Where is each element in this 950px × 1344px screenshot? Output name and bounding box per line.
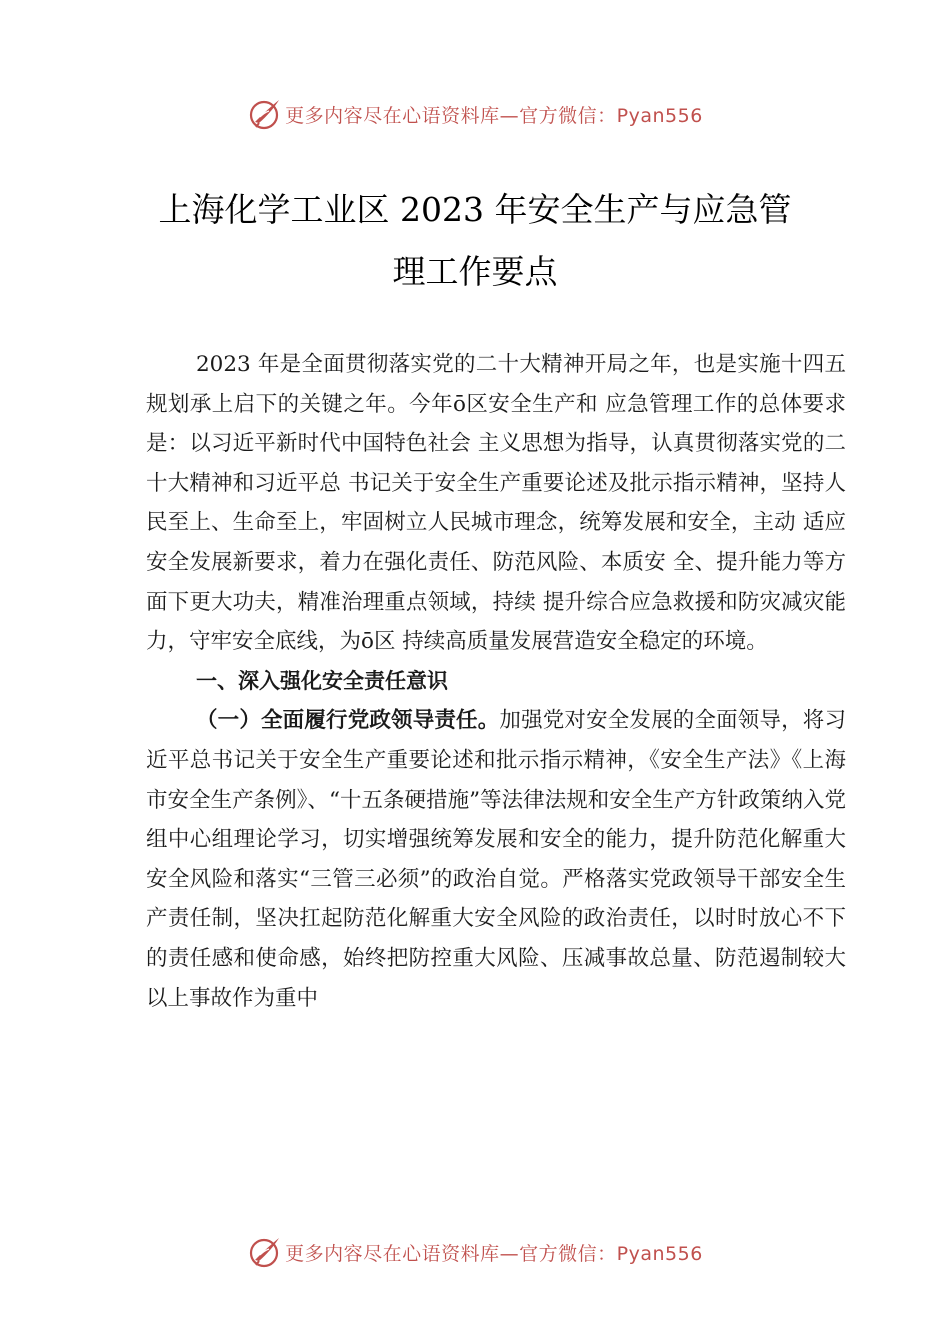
document-title-line-2: 理工作要点 bbox=[392, 252, 558, 291]
quill-logo-icon bbox=[247, 1234, 283, 1270]
intro-paragraph: 2023 年是全面贯彻落实党的二十大精神开局之年，也是实施十四五规划承上启下的关键之年。今年ō区安全生产和 应急管理工作的总体要求是：以习近平新时代中国特色社会 主义思想为指导，认真贯彻落实党的二十大精神和习近平总 书记关于安全生产重要论述及批示指示精神，坚持人民至上、生命至上，牢固树立人民城市理念，统筹发展和安全，主动 适应安全发展新要求，着力在强化责任、防范风险、本质安 全、提升能力等方面下更大功夫，精准治理重点领域，持续 提升综合应急救援和防灾减灾能力，守牢安全底线，为ō区 持续高质量发展营造安全稳定的环境。 bbox=[146, 352, 846, 655]
watermark-text: 更多内容尽在心语资料库—官方微信：Pyan556 bbox=[285, 104, 703, 127]
subsection-body: 加强党对安全发展的全面领导，将习近平总书记关于安全生产重要论述和批示指示精神，《安全生产法》《上海市安全生产条例》、“十五条硬措施”等法律法规和安全生产方针政策纳入党组中心组理论学习，切实增强统筹发展和安全的能力，提升防范化解重大安全风险和落实“三管三必须”的政治自觉。严格落实党政领导干部安全生产责任制，坚决扛起防范化解重大安全风险的政治责任，以时时放心不下的责任感和使命感，始终把防控重大风险、压减事故总量、防范遏制较大以上事故作为重中 bbox=[146, 708, 846, 1011]
subsection-paragraph bbox=[146, 701, 846, 1018]
section-heading: 一、深入强化安全责任意识 bbox=[196, 668, 448, 693]
subsection-heading: （一）全面履行党政领导责任。 bbox=[196, 708, 500, 734]
watermark-text: 更多内容尽在心语资料库—官方微信：Pyan556 bbox=[285, 1242, 703, 1265]
document-body bbox=[146, 345, 846, 1018]
document-title-line-1: 上海化学工业区 2023 年安全生产与应急管 bbox=[158, 190, 792, 229]
quill-logo-icon bbox=[247, 96, 283, 132]
watermark-banner-top bbox=[0, 94, 950, 134]
watermark-banner-bottom bbox=[0, 1232, 950, 1272]
